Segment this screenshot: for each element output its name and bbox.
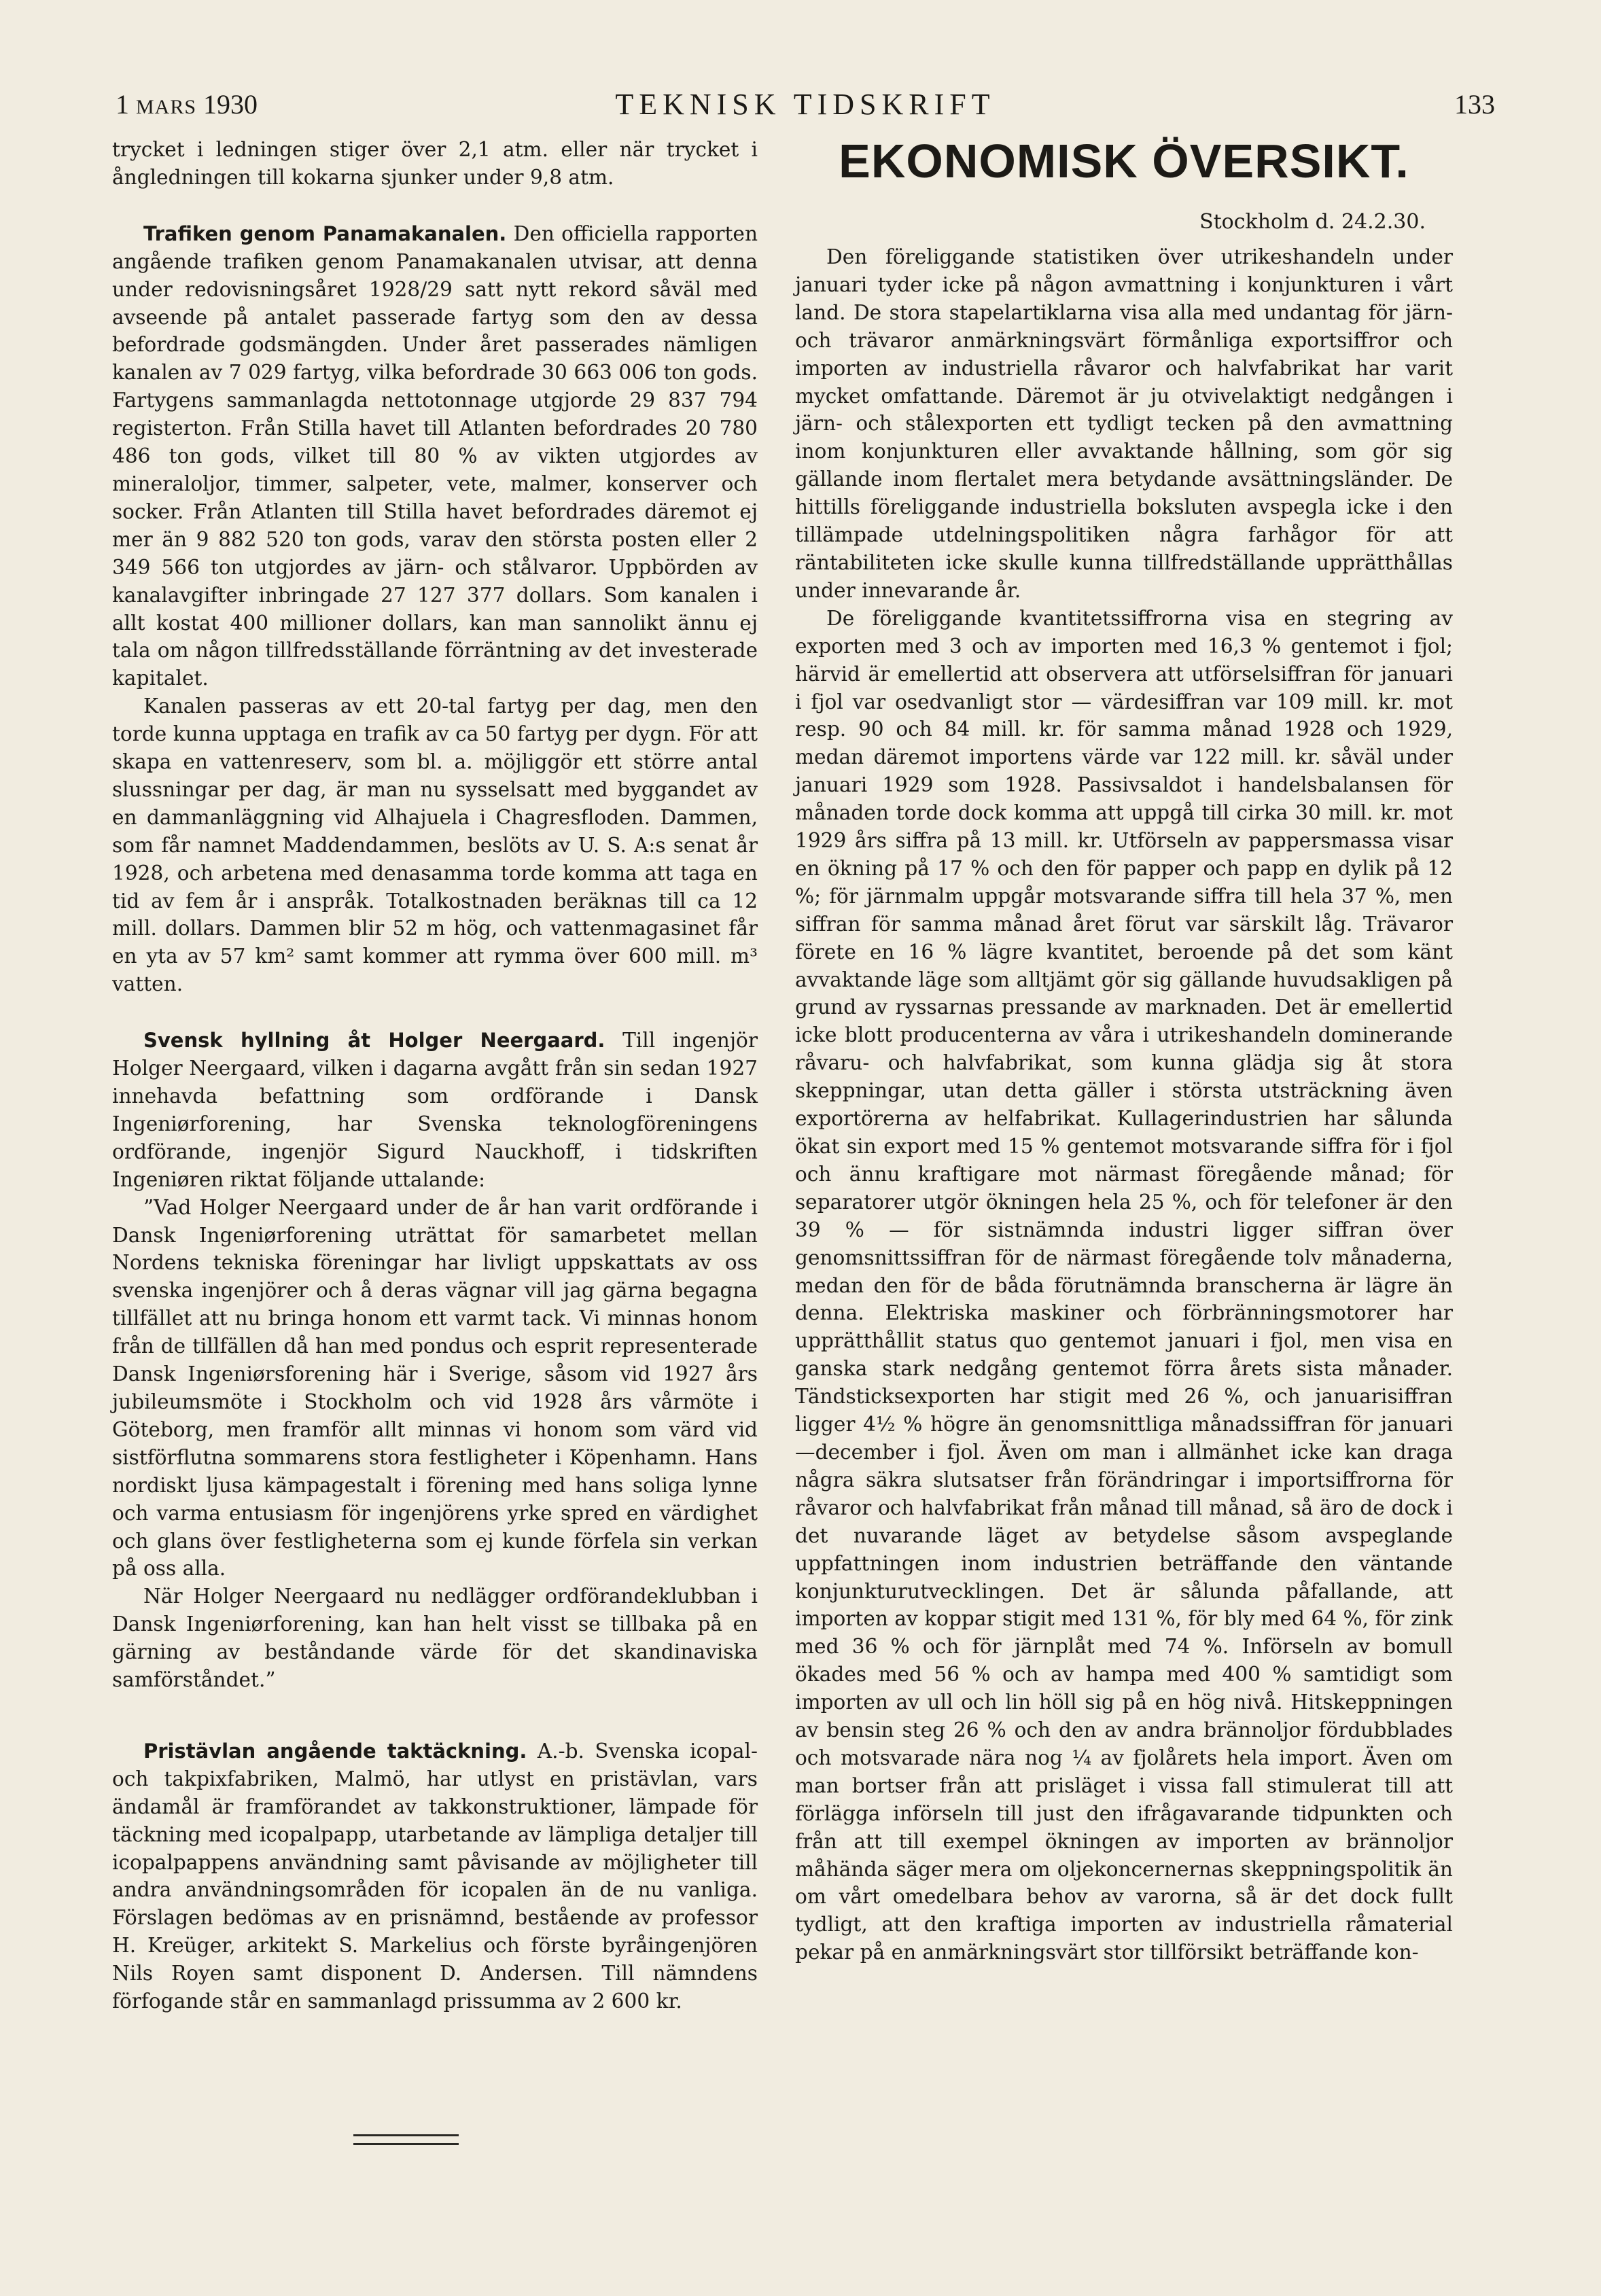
issue-date: 1 MARS 1930 — [116, 89, 258, 120]
economic-paragraph-1: Den föreliggande statistiken över utrikeshandeln under januari tyder icke på någon avmattning i konjunkturen i vårt land. De stora stapelartiklarna visa alla med undantag för järn- och trävaror anmärkningsvärt förmånliga exportsiffror och importen av industriella råvaror och halvfabrikat har varit mycket omfattande. Däremot är ju otvivelaktigt nedgången i järn- och stålexporten ett tydligt tecken på den avmattning inom konjunkturen eller avvaktande hållning, som gör sig gällande inom flertalet mera betydande avsättningsländer. De hittills föreliggande industriella boksluten avspegla icke i den tillämpade utdelningspolitiken några farhågor för att räntabiliteten icke skulle kunna tillfredställande upprätthållas under innevarande år. — [795, 245, 1453, 602]
neergaard-heading: Svensk hyllning åt Holger Neergaard. — [143, 1029, 605, 1053]
neergaard-quote: ”Vad Holger Neergaard under de år han varit ordförande i Dansk Ingeniørforening uträttat för samarbetet mellan Nordens tekniska föreningar har livligt uppskattats av oss svenska ingenjörer och å deras vägnar vill jag gärna begagna tillfället att nu bringa honom ett varmt tack. Vi minnas honom från de tillfällen då han med pondus och esprit representerade Dansk Ingeniørsforening här i Sverige, såsom vid 1927 års jubileumsmöte i Stockholm och vid 1928 års vårmöte i Göteborg, men framför allt minnas vi honom som värd vid sistförflutna sommarens stora festligheter i Köpenhamn. Hans nordiskt ljusa kämpagestalt i förening med hans soliga lynne och varma entusiasm för ingenjörens yrke spred en värdighet och glans över festligheterna som ej kunde förfela sin verkan på oss alla. — [112, 1195, 758, 1580]
end-rule — [353, 2134, 459, 2145]
page-number: 133 — [1454, 89, 1495, 120]
panama-heading: Trafiken genom Panamakanalen. — [143, 222, 507, 245]
dateline: Stockholm d. 24.2.30. — [1199, 210, 1426, 234]
panama-paragraph-1: Trafiken genom Panamakanalen. Den officiella rapporten angående trafiken genom Panamakanalen utvisar, att denna under redovisningsåret 1928/29 satt nytt rekord såväl med avseende på antalet passerade fartyg som den av dessa befordrade godsmängden. Under året passerades nämligen kanalen av 7 029 fartyg, vilka befordrade 30 663 006 ton gods. Fartygens sammanlagda nettotonnage utgjorde 29 837 794 registerton. Från Stilla havet till Atlanten befordrades 20 780 486 ton gods, vilket till 80 % av vikten utgjordes av mineraloljor, timmer, salpeter, vete, malmer, konserver och socker. Från Atlanten till Stilla havet befordrades däremot ej mer än 9 882 520 ton gods, varav den största posten eller 2 349 566 ton utgjordes av järn- och stålvaror. Uppbörden av kanalavgifter inbringade 27 127 377 dollars. Som kanalen i allt kostat 400 millioner dollars, kan man sannolikt ännu ej tala om någon tillfredsställande förräntning av det investerade kapitalet. — [112, 222, 758, 690]
pristavlan-paragraph: Pristävlan angående taktäckning. A.-b. Svenska icopal- och takpixfabriken, Malmö, har utlyst en pristävlan, vars ändamål är framförandet av takkonstruktioner, lämpade för täckning med icopalpapp, utarbetande av lämpliga detaljer till icopalpappens användning samt påvisande av möjligheter till andra användningsområden för icopalen än de nu vanliga. Förslagen bedömas av en prisnämnd, bestående av professor H. Kreüger, arkitekt S. Markelius och förste byråingenjören Nils Royen samt disponent D. Andersen. Till nämndens förfogande står en sammanlagd prissumma av 2 600 kr. — [112, 1739, 758, 2013]
left-column — [112, 136, 758, 2015]
page-header — [116, 88, 1495, 129]
continued-paragraph: trycket i ledningen stiger över 2,1 atm. eller när trycket i ångledningen till kokarna sjunker under 9,8 atm. — [112, 138, 758, 189]
section-title: EKONOMISK ÖVERSIKT. — [839, 135, 1409, 188]
economic-paragraph-2: De föreliggande kvantitetssiffrorna visa en stegring av exporten med 3 och av importen med 16,3 % gentemot i fjol; härvid är emellertid att observera att utförselsiffran för januari i fjol var osedvanligt stor — värdesiffran var 109 mill. kr. mot resp. 90 och 84 mill. kr. för samma månad 1928 och 1929, medan däremot importens värde var 122 mill. kr. såväl under januari 1929 som 1928. Passivsaldot i handelsbalansen för månaden torde dock komma att uppgå till cirka 30 mill. kr. mot 1929 års siffra på 13 mill. kr. Utförseln av pappersmassa visar en ökning på 17 % och den för papper och papp en dylik på 12 %; för järnmalm uppgår motsvarande siffra till hela 37 %, men siffran för samma månad året förut var särskilt låg. Trävaror förete en 16 % lägre kvantitet, beroende på det som känt avvaktande läge som alltjämt gör sig gällande huvudsakligen på grund av ryssarnas pressande av marknaden. Det är emellertid icke blott producenterna av våra i utrikeshandeln dominerande råvaru- och halvfabrikat, som kunna glädja sig åt stora skeppningar, utan detta gäller i största utsträckning även exportörerna av helfabrikat. Kullagerindustrien har sålunda ökat sin export med 15 % gentemot motsvarande siffra för i fjol och ännu kraftigare mot närmast föregående månad; för separatorer utgör ökningen hela 25 %, och för telefoner är den 39 % — för sistnämnda industri ligger siffran över genomsnittssiffran för de närmast föregående tolv månaderna, medan den för de båda förutnämnda branscherna är lägre än denna. Elektriska maskiner och förbränningsmotorer har upprätthållit status quo gentemot januari i fjol, men visa en ganska stark nedgång gentemot förra årets sista månader. Tändsticksexporten har stigit med 26 %, och januarisiffran ligger 4½ % högre än genomsnittliga månadssiffran för januari—december i fjol. Även om man i allmänhet icke kan draga några säkra slutsatser från förändringar i importsiffrorna för råvaror och halvfabrikat från månad till månad, så äro de dock i det nuvarande läget av betydelse såsom avspeglande uppfattningen inom industrien beträffande den väntande konjunkturutvecklingen. Det är sålunda påfallande, att importen av koppar stigit med 131 %, för bly med 64 %, för zink med 36 % och för järnplåt med 74 %. Införseln av bomull ökades med 56 % och av hampa med 400 % samtidigt som importen av ull och lin höll sig på en hög nivå. Hitskeppningen av bensin steg 26 % och den av andra brännoljor fördubblades och motsvarade nära nog ¼ av fjolårets hela import. Även om man bortser från att prisläget i vissa fall stimulerat till att förlägga införseln till just den ifrågavarande tidpunkten och från att till exempel ökningen av importen av brännoljor måhända säger mera om oljekoncernernas skeppningspolitik än om vårt omedelbara behov av varorna, så är det dock fullt tydligt, att den kraftiga importen av industriella råmaterial pekar på en anmärkningsvärt stor tillförsikt beträffande kon- — [795, 606, 1453, 1964]
journal-title: TEKNISK TIDSKRIFT — [615, 88, 996, 121]
right-column — [795, 136, 1453, 1966]
panama-paragraph-2: Kanalen passeras av ett 20-tal fartyg per dag, men den torde kunna upptaga en trafik av ca 50 fartyg per dygn. För att skapa en vattenreserv, som bl. a. möjliggör ett större antal slussningar per dag, är man nu sysselsatt med byggandet av en dammanläggning vid Alhajuela i Chagresfloden. Dammen, som får namnet Maddendammen, beslöts av U. S. A:s senat år 1928, och arbetena med denasamma torde komma att taga en tid av fem år i anspråk. Totalkostnaden beräknas till ca 12 mill. dollars. Dammen blir 52 m hög, och vattenmagasinet får en yta av 57 km² samt kommer att rymma över 600 mill. m³ vatten. — [112, 694, 758, 996]
neergaard-closing: När Holger Neergaard nu nedlägger ordförandeklubban i Dansk Ingeniørforening, kan han helt visst se tillbaka på en gärning av beståndande värde för det skandinaviska samförståndet.” — [112, 1585, 758, 1692]
pristavlan-heading: Pristävlan angående taktäckning. — [143, 1739, 527, 1763]
neergaard-paragraph-1: Svensk hyllning åt Holger Neergaard. Till ingenjör Holger Neergaard, vilken i dagarna avgått från sin sedan 1927 innehavda befattning som ordförande i Dansk Ingeniørforening, har Svenska teknologföreningens ordförande, ingenjör Sigurd Nauckhoff, i tidskriften Ingeniøren riktat följande uttalande: — [112, 1029, 758, 1191]
